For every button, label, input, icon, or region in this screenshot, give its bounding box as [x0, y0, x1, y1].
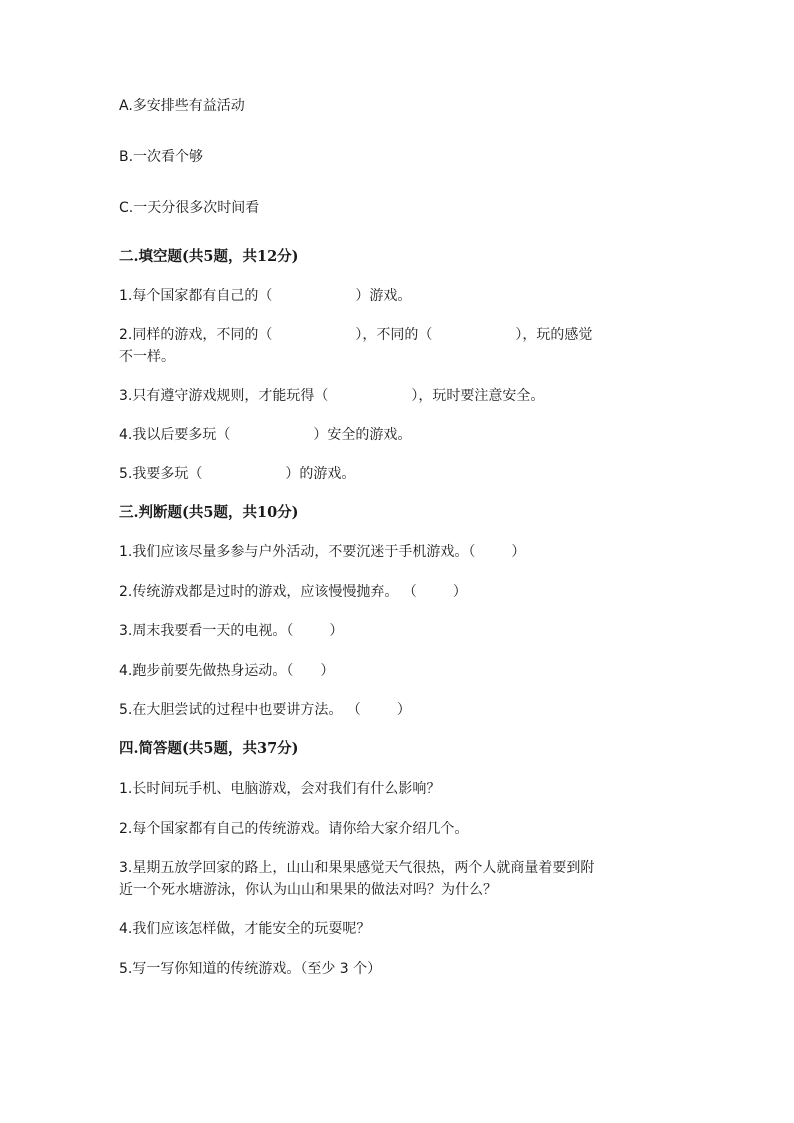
fill-question-2-continued: 不一样。: [119, 349, 175, 365]
question-text: ）: [452, 584, 467, 600]
question-text: ）安全的游戏。: [313, 427, 412, 443]
question-text: ）: [396, 702, 411, 718]
question-text: ）: [320, 663, 335, 679]
fill-question-3: [119, 385, 674, 407]
option-a: A.多安排些有益活动: [119, 98, 245, 114]
question-text: 1.我们应该尽量多参与户外活动，不要沉迷于手机游戏。（: [119, 544, 476, 560]
question-text: 1.每个国家都有自己的（: [119, 288, 273, 304]
question-text: 5.我要多玩（: [119, 466, 203, 482]
fill-question-1: [119, 285, 674, 307]
question-text: ），玩时要注意安全。: [411, 388, 545, 404]
option-c: C.一天分很多次时间看: [119, 200, 260, 216]
option-b: B.一次看个够: [119, 149, 204, 165]
question-text: ）: [511, 544, 526, 560]
question-text: 5.在大胆尝试的过程中也要讲方法。 （: [119, 702, 361, 718]
judge-question-1: [119, 541, 674, 563]
short-question-3-continued: 近一个死水塘游泳，你认为山山和果果的做法对吗？为什么？: [119, 882, 497, 898]
short-question-5: 5.写一写你知道的传统游戏。（至少 3 个）: [119, 961, 382, 977]
short-question-1: 1.长时间玩手机、电脑游戏，会对我们有什么影响？: [119, 781, 441, 797]
section-heading-true-false: 三.判断题(共5题，共10分): [119, 504, 299, 521]
section-heading-fill-blank: 二.填空题(共5题，共12分): [119, 248, 299, 265]
fill-question-5: [119, 463, 674, 485]
question-text: 3.周末我要看一天的电视。（: [119, 623, 294, 639]
question-text: 2.传统游戏都是过时的游戏，应该慢慢抛弃。 （: [119, 584, 417, 600]
question-text: 4.我以后要多玩（: [119, 427, 231, 443]
question-text: ）游戏。: [355, 288, 412, 304]
question-text: ），不同的（: [355, 327, 433, 343]
fill-question-2: [119, 324, 674, 346]
short-question-4: 4.我们应该怎样做，才能安全的玩耍呢？: [119, 921, 371, 937]
question-text: ）: [329, 623, 344, 639]
question-text: 2.同样的游戏，不同的（: [119, 327, 273, 343]
fill-question-4: [119, 424, 674, 446]
question-text: 3.只有遵守游戏规则，才能玩得（: [119, 388, 329, 404]
judge-question-3: [119, 620, 674, 642]
short-question-2: 2.每个国家都有自己的传统游戏。请你给大家介绍几个。: [119, 821, 469, 837]
question-text: ），玩的感觉: [515, 327, 593, 343]
question-text: 4.跑步前要先做热身运动。（: [119, 663, 294, 679]
question-text: ）的游戏。: [285, 466, 356, 482]
judge-question-5: [119, 699, 674, 721]
section-heading-short-answer: 四.简答题(共5题，共37分): [119, 740, 299, 757]
short-question-3: 3.星期五放学回家的路上，山山和果果感觉天气很热，两个人就商量着要到附: [119, 860, 595, 876]
judge-question-4: [119, 660, 674, 682]
judge-question-2: [119, 581, 674, 603]
